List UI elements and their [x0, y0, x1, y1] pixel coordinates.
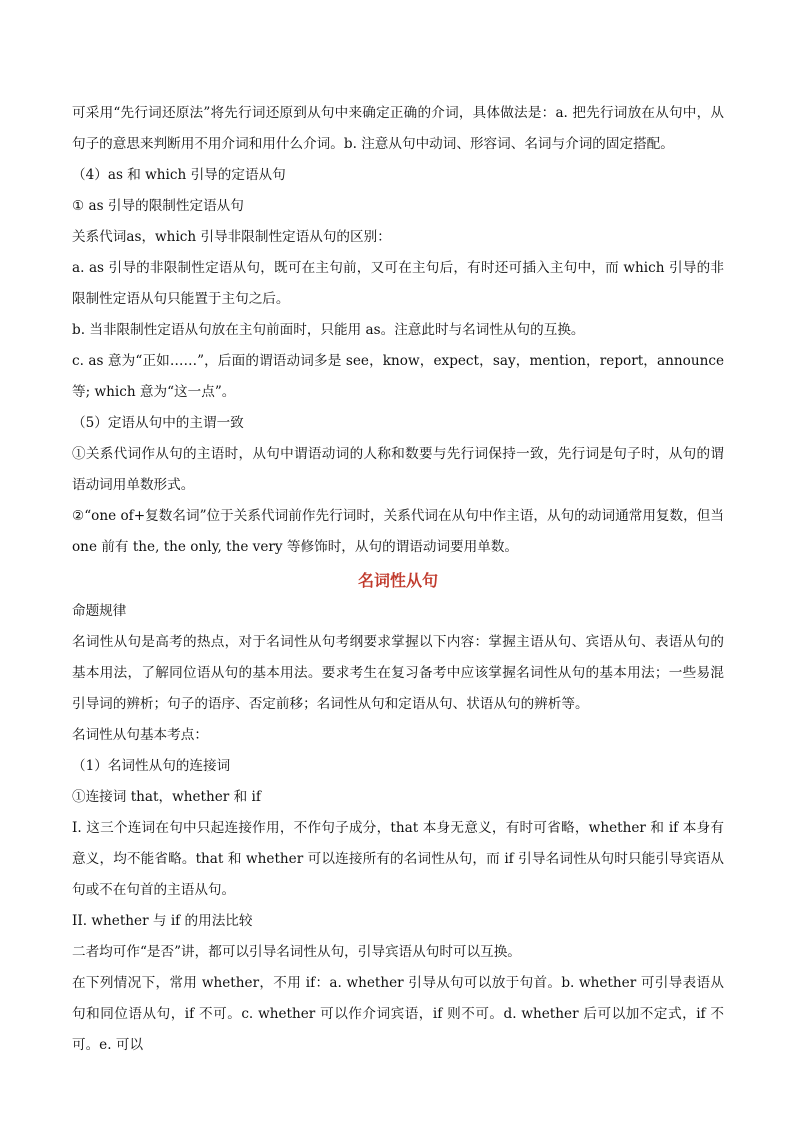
subheading-as-restrictive: ① as 引导的限制性定语从句: [72, 198, 244, 214]
heading-connectives: （1）名词性从句的连接词: [72, 758, 231, 774]
heading-whether-vs-if: II. whether 与 if 的用法比较: [72, 913, 253, 929]
paragraph-as-which-difference: 关系代词as，which 引导非限制性定语从句的区别：: [72, 229, 391, 245]
heading-as-which-clauses: （4）as 和 which 引导的定语从句: [72, 167, 286, 183]
paragraph-point-b: b. 当非限制性定语从句放在主句前面时，只能用 as。注意此时与名词性从句的互换。: [72, 322, 585, 338]
paragraph-noun-clause-overview: 名词性从句是高考的热点，对于名词性从句考纲要求掌握以下内容：掌握主语从句、宾语从句、表语从句的基本用法，了解同位语从句的基本用法。要求考生在复习备考中应该掌握名词性从句的基本用法；一些易混引导词的辨析；句子的语序、否定前移；名词性从句和定语从句、状语从句的辨析等。: [72, 634, 724, 712]
paragraph-agreement-rule-2: ②“one of+复数名词”位于关系代词前作先行词时，关系代词在从句中作主语，从句的动词通常用复数，但当 one 前有 the, the only, the very 等修饰时，从句的谓语动词要用单数。: [72, 508, 724, 555]
paragraph-agreement-rule-1: ①关系代词作从句的主语时，从句中谓语动词的人称和数要与先行词保持一致，先行词是句子时，从句的谓语动词用单数形式。: [72, 446, 724, 493]
paragraph-whether-only-cases: 在下列情况下，常用 whether，不用 if：a. whether 引导从句可以放于句首。b. whether 可引导表语从句和同位语从句，if 不可。c. whether 可以作介词宾语，if 则不可。d. whether 后可以加不定式，if 不可。e. 可以: [72, 975, 724, 1053]
label-basic-points: 名词性从句基本考点：: [72, 727, 208, 743]
paragraph-connective-rule-1: I. 这三个连词在句中只起连接作用，不作句子成分，that 本身无意义，有时可省略，whether 和 if 本身有意义，均不能省略。that 和 whether 可以连接所有的名词性从句，而 if 引导名词性从句时只能引导宾语从句或不在句首的主语从句。: [72, 820, 724, 898]
subheading-that-whether-if: ①连接词 that，whether 和 if: [72, 789, 261, 805]
label-exam-patterns: 命题规律: [72, 603, 127, 619]
heading-subject-verb-agreement: （5）定语从句中的主谓一致: [72, 415, 244, 431]
paragraph-point-c: c. as 意为“正如……”，后面的谓语动词多是 see，know，expect，say，mention，report，announce 等; which 意为“这一点”。: [72, 353, 724, 400]
section-title-noun-clauses: 名词性从句: [357, 571, 438, 590]
paragraph-antecedent-method: 可采用“先行词还原法”将先行词还原到从句中来确定正确的介词，具体做法是：a. 把先行词放在从句中，从句子的意思来判断用不用介词和用什么介词。b. 注意从句中动词、形容词、名词与介词的固定搭配。: [72, 105, 724, 152]
paragraph-whether-if-interchange: 二者均可作“是否”讲，都可以引导名词性从句，引导宾语从句时可以互换。: [72, 944, 521, 960]
paragraph-point-a: a. as 引导的非限制性定语从句，既可在主句前，又可在主句后，有时还可插入主句中，而 which 引导的非限制性定语从句只能置于主句之后。: [72, 260, 724, 307]
document-page: [72, 98, 724, 1061]
